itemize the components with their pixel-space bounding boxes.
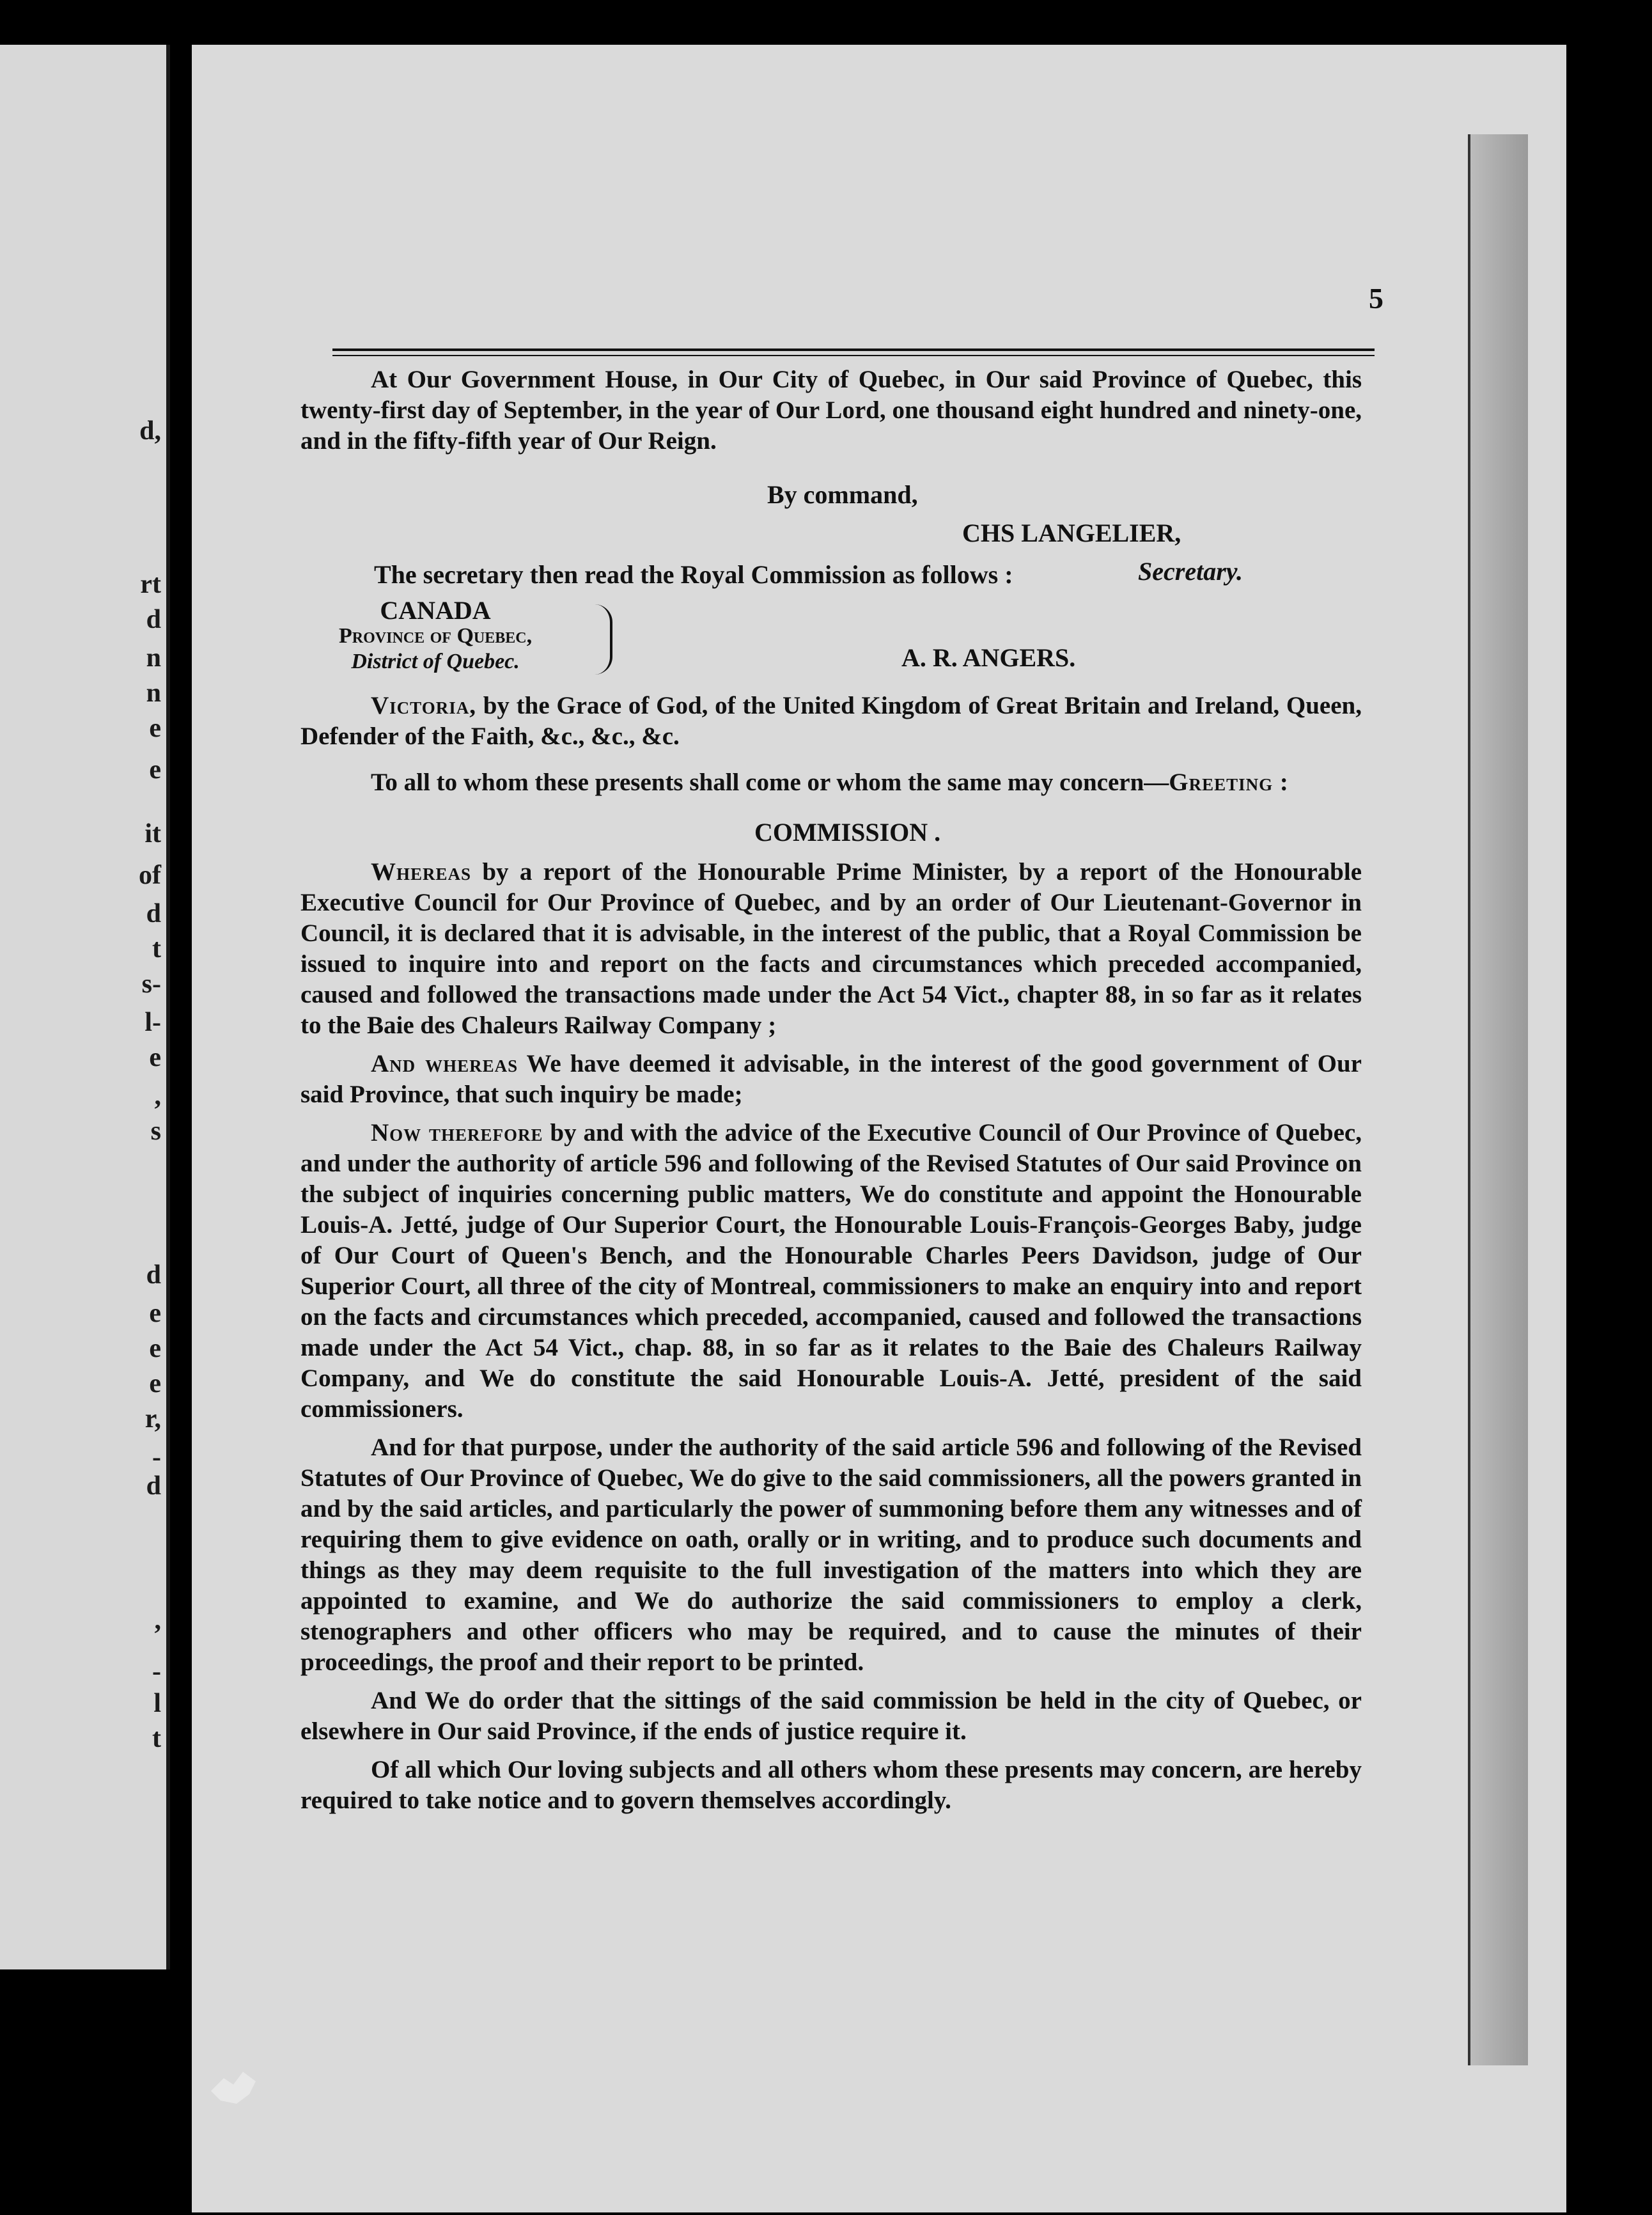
torn-paper-mark: [205, 2065, 262, 2110]
paragraph-text: And for that purpose, under the authority of the said article 596 and following of the Revised Statutes of Our Province of Quebec, We do give to the said commissioners, all the powers granted in and by the said articles, and particularly the power of summoning before them any witnesses and of requiring them to give evidence on oath, orally or in writing, and to produce such documents and things as they may deem requisite to the full investigation of the matters into which they are appointed to examine, and We do authorize the said commissioners to employ a clerk, stenographers and other officers who may be required, and to cause the minutes of their proceedings, the proof and their report to be printed.: [300, 1434, 1362, 1676]
left-margin-fragments: [84, 45, 161, 1969]
commission-paragraph-whereas: [300, 857, 1362, 1041]
left-margin-fragment: e: [149, 1299, 161, 1328]
paragraph-text: We have deemed it advisable, in the interest of the good government of Our said Province, that such inquiry be made;: [300, 1050, 1362, 1108]
paragraph-lead: Whereas: [371, 858, 472, 886]
commission-paragraph-sittings: [300, 1686, 1362, 1747]
page-stack-edge: [1468, 134, 1528, 2065]
preamble-text: by the Grace of God, of the United Kingdom of Great Britain and Ireland, Queen, Defender of the Faith, &c., &c., &c.: [300, 692, 1362, 750]
left-margin-fragment: of: [139, 861, 161, 890]
preamble-lead: Victoria,: [371, 692, 476, 719]
paragraph-text: by a report of the Honourable Prime Minister, by a report of the Honourable Executive Council for Our Province of Quebec, and by an order of Our Lieutenant-Governor in Council, it is declared that it is advisable, in the interest of the public, that a Royal Commission be issued to inquire into and report on the facts and circumstances which preceded accompanied, caused and followed the transactions made under the Act 54 Vict., chapter 88, in so far as it relates to the Baie des Chaleurs Railway Company ;: [300, 858, 1362, 1039]
left-margin-fragment: e: [149, 1043, 161, 1072]
left-margin-fragment: t: [152, 934, 161, 964]
lieutenant-governor-name: A. R. ANGERS.: [901, 643, 1076, 672]
opening-paragraph: At Our Government House, in Our City of Quebec, in Our said Province of Quebec, this twenty-first day of September, in the year of Our Lord, one thousand eight hundred and ninety-one, and in the fifty-fifth year of Our Reign.: [300, 366, 1362, 455]
header-rule: [332, 348, 1375, 356]
left-margin-fragment: s: [150, 1116, 161, 1146]
left-margin-fragment: -: [152, 1657, 161, 1686]
jurisdiction-country: CANADA: [380, 596, 491, 625]
left-margin-fragment: e: [149, 714, 161, 743]
paragraph-lead: And whereas: [371, 1050, 518, 1077]
greeting-lead: Greeting :: [1169, 769, 1289, 796]
left-margin-fragment: rt: [140, 570, 161, 599]
commission-paragraph-now-therefore: [300, 1118, 1362, 1425]
by-command: By command,: [767, 480, 918, 509]
left-margin-fragment: r,: [144, 1404, 161, 1434]
preamble-paragraph: [300, 691, 1362, 752]
signatory-name: CHS LANGELIER,: [962, 519, 1181, 547]
paragraph-text: Of all which Our loving subjects and all others whom these presents may concern, are hereby required to take notice and to govern themselves accordingly.: [300, 1756, 1362, 1814]
signatory-title: Secretary.: [1138, 557, 1243, 586]
left-page-edge: [0, 45, 170, 1969]
left-margin-fragment: e: [149, 1334, 161, 1363]
intro-line: The secretary then read the Royal Commission as follows :: [374, 560, 1013, 589]
commission-paragraph-and-whereas: [300, 1049, 1362, 1110]
paragraph-text: by and with the advice of the Executive Council of Our Province of Quebec, and under the authority of article 596 and following of the Revised Statutes of Our said Province on the subject of inquiries concerning public matters, We do constitute and appoint the Honourable Louis-A. Jetté, judge of Our Superior Court, the Honourable Louis-François-Georges Baby, judge of Our Court of Queen's Bench, and the Honourable Charles Peers Davidson, judge of Our Superior Court, all three of the city of Montreal, commissioners to make an enquiry into and report on the facts and circumstances which preceded, accompanied, caused and followed the transactions made under the Act 54 Vict., chap. 88, in so far as it relates to the Baie des Chaleurs Railway Company, and We do constitute the said Honourable Louis-A. Jetté, president of the said commissioners.: [300, 1119, 1362, 1423]
commission-paragraph-notice: [300, 1755, 1362, 1816]
left-margin-fragment: n: [146, 678, 161, 708]
page-number: 5: [1369, 282, 1383, 315]
greeting-paragraph: [300, 767, 1362, 798]
left-margin-fragment: d,: [139, 416, 161, 446]
commission-heading: COMMISSION .: [754, 818, 941, 847]
left-margin-fragment: ,: [154, 1081, 161, 1111]
left-margin-fragment: l-: [144, 1008, 161, 1037]
left-margin-fragment: d: [146, 1471, 161, 1501]
left-margin-fragment: s-: [141, 969, 161, 999]
left-margin-fragment: d: [146, 1260, 161, 1290]
left-margin-fragment: e: [149, 755, 161, 785]
left-margin-fragment: -: [152, 1443, 161, 1472]
left-margin-fragment: e: [149, 1369, 161, 1398]
commission-paragraph-powers: [300, 1432, 1362, 1678]
left-margin-fragment: d: [146, 899, 161, 928]
jurisdiction-province: Province of Quebec,: [339, 624, 533, 648]
jurisdiction-district: District of Quebec.: [351, 650, 520, 673]
left-margin-fragment: it: [144, 819, 161, 849]
left-margin-fragment: l: [153, 1689, 161, 1718]
jurisdiction-brace: [595, 604, 612, 675]
paragraph-lead: Now therefore: [371, 1119, 543, 1147]
commission-body: [300, 857, 1362, 1824]
left-margin-fragment: ,: [154, 1606, 161, 1635]
greeting-text: To all to whom these presents shall come or whom the same may concern—: [371, 769, 1169, 796]
jurisdiction-block: [339, 598, 532, 675]
left-margin-fragment: t: [152, 1724, 161, 1753]
left-margin-fragment: d: [146, 605, 161, 634]
left-margin-fragment: n: [146, 643, 161, 673]
paragraph-text: And We do order that the sittings of the said commission be held in the city of Quebec, or elsewhere in Our said Province, if the ends of justice require it.: [300, 1687, 1362, 1745]
